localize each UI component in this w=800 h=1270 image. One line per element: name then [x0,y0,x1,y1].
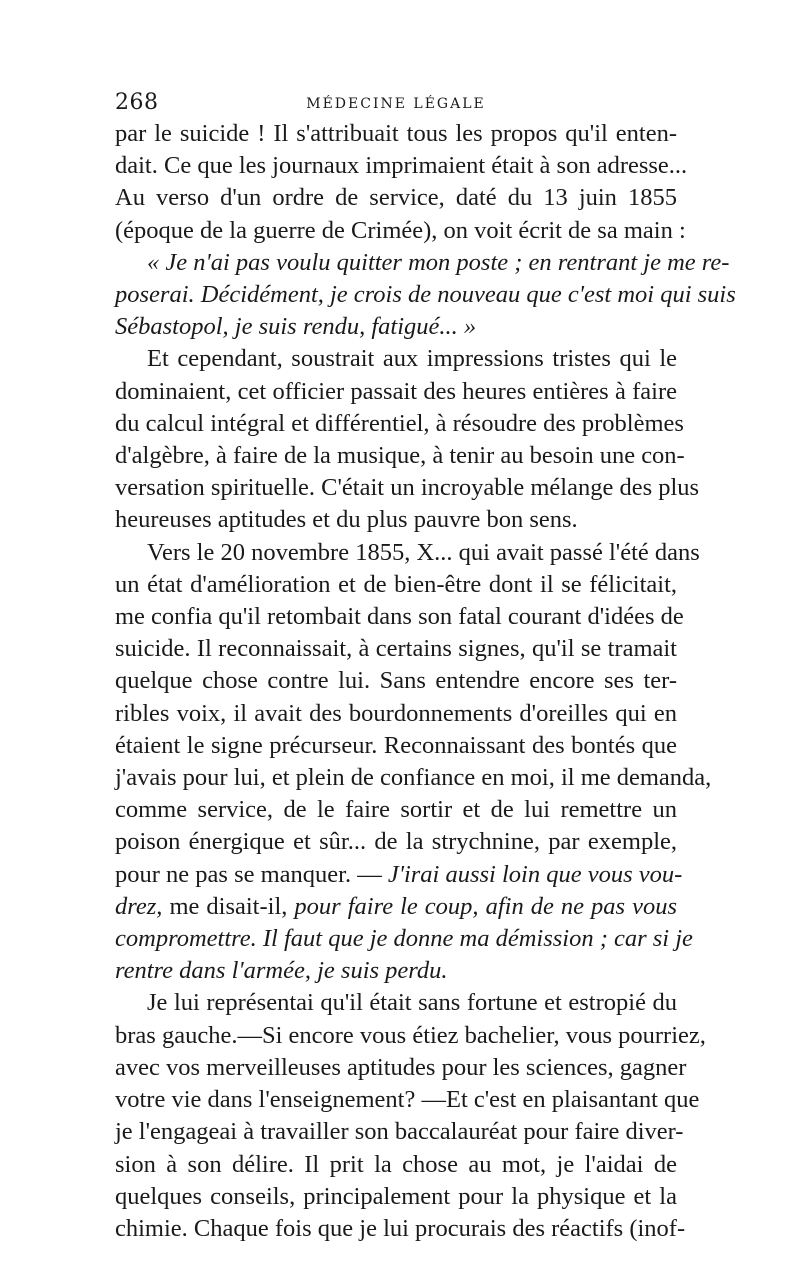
text-line: Vers le 20 novembre 1855, X... qui avait passé l'été dans [147,538,700,566]
text-line: heureuses aptitudes et du plus pauvre bon sens. [115,506,578,534]
text-line [115,859,683,891]
page-body [115,118,736,1245]
text-line: votre vie dans l'enseignement? —Et c'est en plaisantant que [115,1086,700,1114]
text-line: quelque chose contre lui. Sans entendre encore ses ter- [115,667,677,695]
paragraph [115,343,700,536]
text-line: « Je n'ai pas voulu quitter mon poste ; en rentrant je me re- [147,248,730,276]
text-line: d'algèbre, à faire de la musique, à tenir au besoin une con- [115,442,685,470]
text-line: je l'engageai à travailler son baccalauréat pour faire diver- [115,1118,684,1146]
paragraph [115,118,688,247]
text-line: du calcul intégral et différentiel, à résoudre des problèmes [115,409,684,437]
text-run-italic: drez, [115,892,163,920]
text-run: me disait-il, [162,892,295,920]
text-line: bras gauche.—Si encore vous étiez bachelier, vous pourriez, [115,1021,706,1049]
text-line: versation spirituelle. C'était un incroyable mélange des plus [115,474,700,502]
text-run: pour ne pas se manquer. — [115,860,388,888]
text-line: j'avais pour lui, et plein de confiance en moi, il me demanda, [115,764,712,792]
text-line: sion à son délire. Il prit la chose au mot, je l'aidai de [115,1150,677,1178]
text-line: Je lui représentai qu'il était sans fortune et estropié du [147,989,677,1017]
page-number: 268 [115,90,159,115]
text-line: étaient le signe précurseur. Reconnaissant des bontés que [115,731,677,759]
running-title: MÉDECINE LÉGALE [306,96,486,112]
text-line: quelques conseils, principalement pour la physique et la [115,1182,677,1210]
text-line: Et cependant, soustrait aux impressions tristes qui le [147,345,677,373]
text-run-italic: pour faire le coup, afin de ne pas vous [294,892,677,920]
quote-paragraph [115,247,736,344]
text-run-italic: J'irai aussi loin que vous vou- [387,860,683,888]
paragraph [115,537,712,988]
text-line: me confia qu'il retombait dans son fatal courant d'idées de [115,603,684,631]
text-line: comme service, de le faire sortir et de lui remettre un [115,796,677,824]
text-line [115,891,677,923]
text-line: poison énergique et sûr... de la strychnine, par exemple, [115,828,677,856]
text-line: rentre dans l'armée, je suis perdu. [115,957,448,985]
page-header [115,90,677,118]
text-line: un état d'amélioration et de bien-être dont il se félicitait, [115,570,677,598]
paragraph [115,987,706,1245]
text-line: dait. Ce que les journaux imprimaient était à son adresse... [115,152,688,180]
book-page [115,90,736,1245]
text-line: (époque de la guerre de Crimée), on voit écrit de sa main : [115,216,686,244]
text-line: chimie. Chaque fois que je lui procurais des réactifs (inof- [115,1214,686,1242]
text-line: poserai. Décidément, je crois de nouveau que c'est moi qui suis [115,281,736,309]
text-line: par le suicide ! Il s'attribuait tous les propos qu'il enten- [115,120,677,147]
text-line: Sébastopol, je suis rendu, fatigué... » [115,313,477,341]
text-line: suicide. Il reconnaissait, à certains signes, qu'il se tramait [115,635,677,663]
text-line: dominaient, cet officier passait des heures entières à faire [115,377,677,405]
text-line: compromettre. Il faut que je donne ma démission ; car si je [115,925,693,953]
text-line: avec vos merveilleuses aptitudes pour les sciences, gagner [115,1053,687,1081]
text-line: Au verso d'un ordre de service, daté du 13 juin 1855 [115,184,677,212]
text-line: ribles voix, il avait des bourdonnements d'oreilles qui en [115,699,677,727]
